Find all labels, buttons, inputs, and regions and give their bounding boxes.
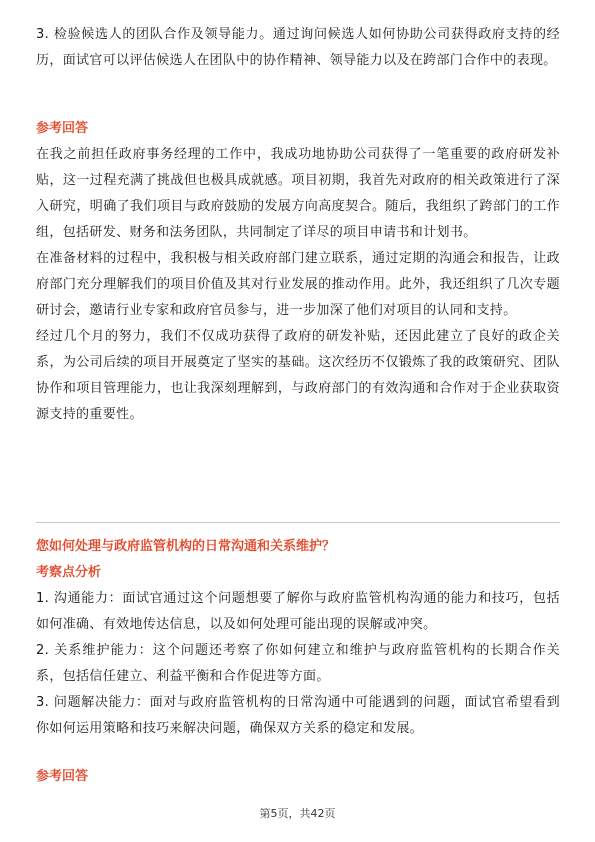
section-2 (36, 534, 560, 742)
section-1 (36, 22, 560, 74)
interview-question: 您如何处理与政府监管机构的日常沟通和关系维护？ (36, 539, 336, 554)
analysis-item: 2. 关系维护能力：这个问题还考察了你如何建立和维护与政府监管机构的长期合作关系，包括信任建立、利益平衡和合作促进等方面。 (36, 643, 560, 684)
assessment-point-3: 3. 检验候选人的团队合作及领导能力。通过询问候选人如何协助公司获得政府支持的经历，面试官可以评估候选人在团队中的协作精神、领导能力以及在跨部门合作中的表现。 (36, 27, 560, 68)
analysis-label: 考察点分析 (36, 565, 102, 580)
reference-answer-label: 参考回答 (36, 769, 89, 784)
reference-answer-label: 参考回答 (36, 121, 89, 136)
section-divider (36, 522, 560, 523)
analysis-item: 1. 沟通能力：面试官通过这个问题想要了解你与政府监管机构沟通的能力和技巧，包括如何准确、有效地传达信息，以及如何处理可能出现的误解或冲突。 (36, 591, 560, 632)
answer-paragraph: 在我之前担任政府事务经理的工作中，我成功地协助公司获得了一笔重要的政府研发补贴，这一过程充满了挑战但也极具成就感。项目初期，我首先对政府的相关政策进行了深入研究，明确了我们项目与政府鼓励的发展方向高度契合。随后，我组织了跨部门的工作组，包括研发、财务和法务团队，共同制定了详尽的项目申请书和计划书。 (36, 147, 560, 240)
page-footer: 第5页，共42页 (259, 807, 336, 820)
answer-paragraph: 经过几个月的努力，我们不仅成功获得了政府的研发补贴，还因此建立了良好的政企关系，为公司后续的项目开展奠定了坚实的基础。这次经历不仅锻炼了我的政策研究、团队协作和项目管理能力，也让我深刻理解到，与政府部门的有效沟通和合作对于企业获取资源支持的重要性。 (36, 329, 560, 422)
analysis-item: 3. 问题解决能力：面对与政府监管机构的日常沟通中可能遇到的问题，面试官希望看到你如何运用策略和技巧来解决问题，确保双方关系的稳定和发展。 (36, 695, 560, 736)
section-1-answer (36, 116, 560, 428)
answer-paragraph: 在准备材料的过程中，我积极与相关政府部门建立联系，通过定期的沟通会和报告，让政府部门充分理解我们的项目价值及其对行业发展的推动作用。此外，我还组织了几次专题研讨会，邀请行业专家和政府官员参与，进一步加深了他们对项目的认同和支持。 (36, 251, 560, 318)
section-2-answer (36, 764, 560, 790)
